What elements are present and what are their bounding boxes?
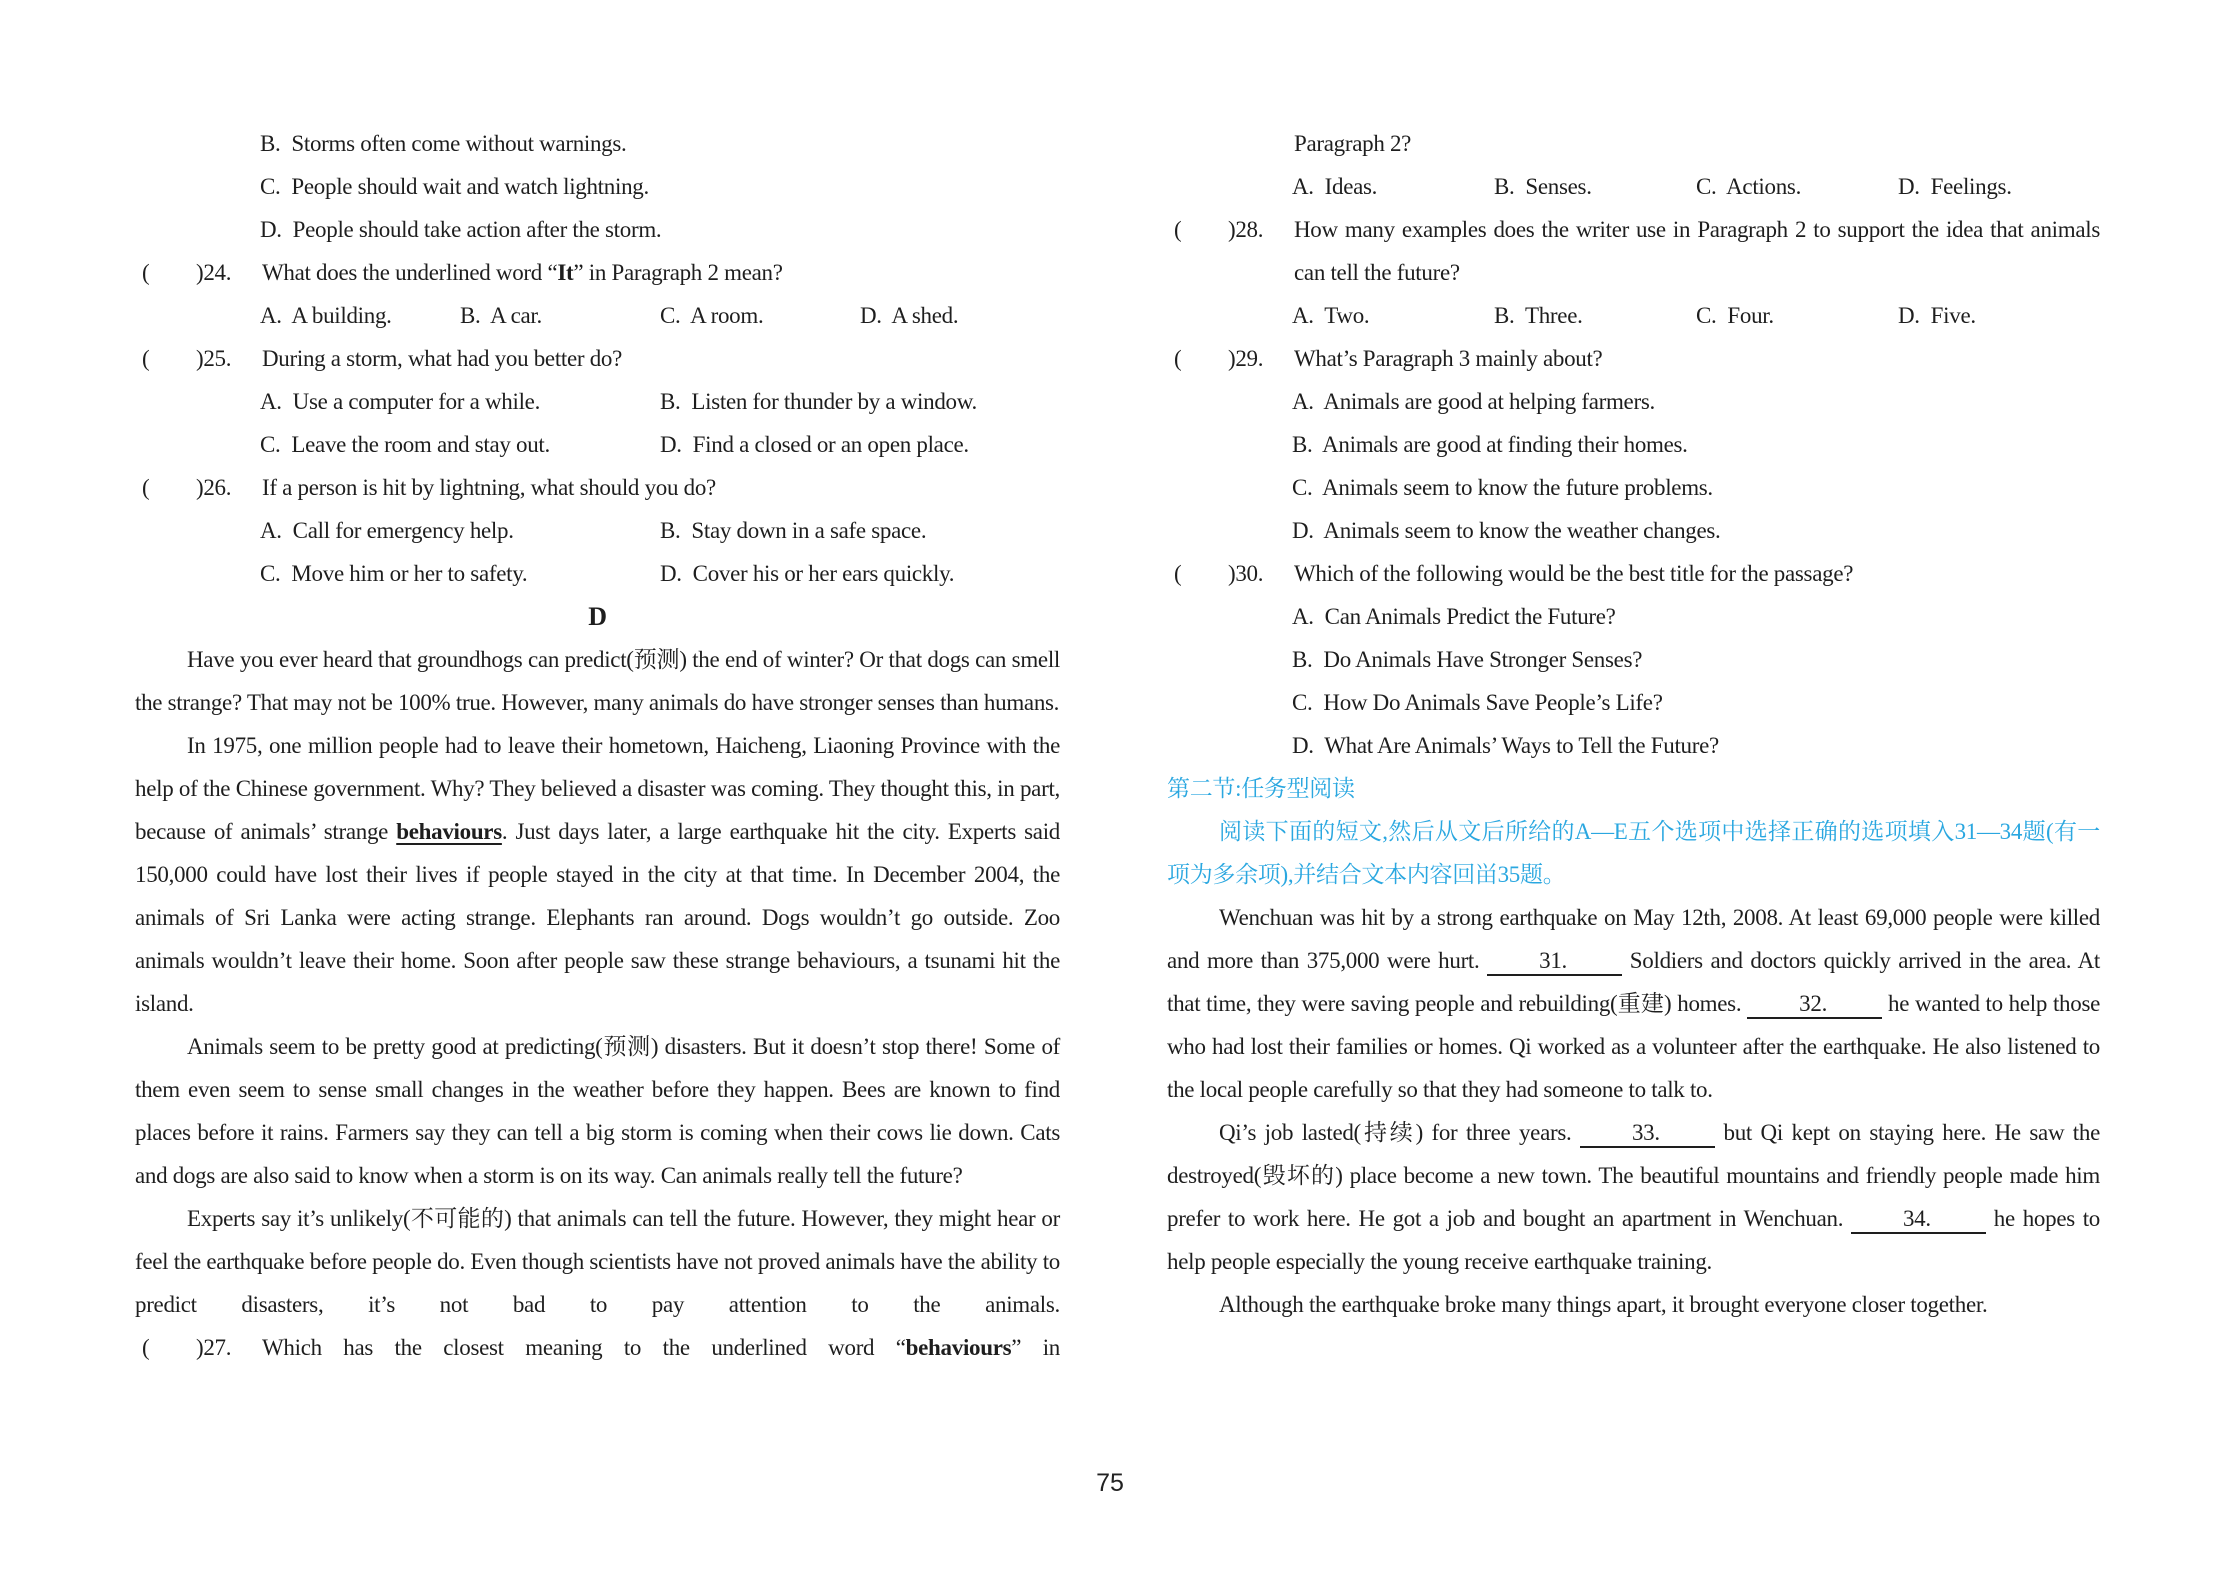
answer-bracket bbox=[1167, 337, 1294, 380]
option-item: C. How Do Animals Save People’s Life? bbox=[1292, 690, 1663, 715]
answer-blank: 32. bbox=[1747, 991, 1882, 1019]
question-text bbox=[262, 1326, 1060, 1369]
option-item: D. Cover his or her ears quickly. bbox=[660, 561, 955, 586]
answer-bracket-open: ( bbox=[142, 475, 150, 500]
question-text bbox=[1294, 208, 2100, 294]
text-run: 阅读下面的短文,然后从文后所给的A—E五个选项中选择正确的选项填入31—34题(有一项为多余项),并结合文本内容回畄35题。 bbox=[1167, 819, 2100, 887]
text-run: How many examples does the writer use in Paragraph 2 to support the idea that animals can tell the future? bbox=[1294, 217, 2100, 285]
question-28 bbox=[1167, 208, 2100, 294]
question-25 bbox=[135, 337, 1060, 380]
answer-bracket bbox=[1167, 208, 1294, 251]
answer-bracket bbox=[135, 337, 262, 380]
answer-bracket bbox=[1167, 552, 1294, 595]
question-text bbox=[262, 466, 1060, 509]
option-item: B. Three. bbox=[1494, 303, 1583, 328]
question-26 bbox=[135, 466, 1060, 509]
question-24 bbox=[135, 251, 1060, 294]
answer-bracket-open: ( bbox=[142, 260, 150, 285]
option-item: D. Find a closed or an open place. bbox=[660, 432, 969, 457]
option-item: A. A building. bbox=[260, 303, 392, 328]
left-column bbox=[135, 122, 1060, 1369]
question-number: )28. bbox=[1228, 217, 1264, 242]
options-q28 bbox=[1292, 294, 2100, 337]
text-run: Have you ever heard that groundhogs can predict(预测) the end of winter? Or that dogs can smell the strange? That may not be 100% true. However, many animals do have stronger senses than humans. bbox=[135, 647, 1060, 715]
text-run: Although the earthquake broke many things apart, it brought everyone closer together. bbox=[1219, 1292, 1988, 1317]
options-q29 bbox=[1167, 380, 2100, 552]
answer-blank: 31. bbox=[1487, 948, 1622, 976]
text-run: he wanted to help those who had lost their families or homes. Qi worked as a volunteer after the earthquake. He also listened to the local people carefully so that they had someone to talk to. bbox=[1167, 991, 2101, 1102]
emphasized-word: It bbox=[557, 260, 574, 285]
answer-bracket bbox=[135, 466, 262, 509]
text-run: Paragraph 2? bbox=[1294, 131, 1412, 156]
option-item: D. People should take action after the storm. bbox=[260, 217, 662, 242]
question-number: )30. bbox=[1228, 561, 1264, 586]
answer-bracket-open: ( bbox=[1174, 346, 1182, 371]
option-item: B. Listen for thunder by a window. bbox=[660, 389, 977, 414]
answer-bracket-open: ( bbox=[1174, 561, 1182, 586]
question-number: )29. bbox=[1228, 346, 1264, 371]
text-run: Animals seem to be pretty good at predicting(预测) disasters. But it doesn’t stop there! Some of them even seem to sense small changes in the weather before they happen. Bees are known to find places before it rains. Farmers say they can tell a big storm is coming when their cows lie down. Cats and dogs are also said to know when a storm is on its way. Can animals really tell the future? bbox=[135, 1034, 1060, 1188]
question-number: )25. bbox=[196, 346, 232, 371]
passage-d-paragraph-3 bbox=[135, 1025, 1060, 1197]
option-item: A. Can Animals Predict the Future? bbox=[1292, 604, 1616, 629]
wenchuan-paragraph-1 bbox=[1167, 896, 2100, 1111]
passage-d-paragraph-4 bbox=[135, 1197, 1060, 1326]
option-item: A. Call for emergency help. bbox=[260, 518, 514, 543]
question-number: )26. bbox=[196, 475, 232, 500]
options-q27 bbox=[1292, 165, 2100, 208]
text-run: Wenchuan was hit by a strong earthquake on May 12th, 2008. At least 69,000 people were killed and more than 375,000 were hurt. bbox=[1167, 905, 2100, 973]
text-run: . Just days later, a large earthquake hit the city. Experts said 150,000 could have lost their lives if people stayed in the city at that time. In December 2004, the animals of Sri Lanka were acting strange. Elephants ran around. Dogs wouldn’t go outside. Zoo animals wouldn’t leave their home. Soon after people saw these strange behaviours, a tsunami hit the island. bbox=[135, 819, 1061, 1016]
emphasized-word: behaviours bbox=[905, 1335, 1012, 1360]
answer-blank: 33. bbox=[1580, 1120, 1715, 1148]
text-run: In 1975, one million people had to leave their hometown, Haicheng, Liaoning Province with the help of the Chinese government. Why? They believed a disaster was coming. They thought this, in part, because of animals’ strange bbox=[135, 733, 1060, 844]
answer-bracket bbox=[135, 1326, 262, 1369]
text-run: During a storm, what had you better do? bbox=[262, 346, 623, 371]
option-item: B. Storms often come without warnings. bbox=[260, 131, 627, 156]
section-2-instructions bbox=[1167, 810, 2100, 896]
options-q25 bbox=[260, 380, 1060, 466]
answer-bracket-open: ( bbox=[142, 1335, 150, 1360]
text-run: Experts say it’s unlikely(不可能的) that animals can tell the future. However, they might hear or feel the earthquake before people do. Even though scientists have not proved animals have the ability to predict disasters, it’s not bad to pay attention to the animals. bbox=[135, 1206, 1060, 1317]
option-item: D. Five. bbox=[1898, 303, 1976, 328]
option-item: C. People should wait and watch lightning. bbox=[260, 174, 649, 199]
option-item: C. Actions. bbox=[1696, 174, 1802, 199]
text-run: but Qi kept on staying here. He saw the destroyed(毁坏的) place become a new town. The beautiful mountains and friendly people made him prefer to work here. He got a job and bought an apartment in Wenchuan. bbox=[1167, 1120, 2100, 1231]
question-number: )27. bbox=[196, 1335, 232, 1360]
option-item: B. Senses. bbox=[1494, 174, 1592, 199]
option-item: B. Animals are good at finding their homes. bbox=[1292, 432, 1688, 457]
option-item: D. What Are Animals’ Ways to Tell the Future? bbox=[1292, 733, 1719, 758]
options-q26 bbox=[260, 509, 1060, 595]
question-text bbox=[1294, 552, 2100, 595]
option-item: D. Feelings. bbox=[1898, 174, 2012, 199]
option-item: B. A car. bbox=[460, 303, 542, 328]
passage-d-paragraph-1 bbox=[135, 638, 1060, 724]
option-item: C. Four. bbox=[1696, 303, 1774, 328]
right-column bbox=[1167, 122, 2100, 1326]
answer-bracket bbox=[135, 251, 262, 294]
text-run: What does the underlined word “ bbox=[262, 260, 558, 285]
answer-bracket-open: ( bbox=[142, 346, 150, 371]
option-item: A. Use a computer for a while. bbox=[260, 389, 541, 414]
text-run: Soldiers and doctors quickly arrived in the area. At that time, they were saving people and rebuilding(重建) homes. bbox=[1167, 948, 2101, 1016]
option-item: B. Do Animals Have Stronger Senses? bbox=[1292, 647, 1643, 672]
options-q30 bbox=[1167, 595, 2100, 767]
answer-blank: 34. bbox=[1851, 1206, 1986, 1234]
question-27-continuation bbox=[1294, 122, 2100, 165]
option-item: C. A room. bbox=[660, 303, 764, 328]
text-run: If a person is hit by lightning, what should you do? bbox=[262, 475, 716, 500]
option-item: A. Two. bbox=[1292, 303, 1370, 328]
options-q24 bbox=[260, 294, 1060, 337]
passage-d-heading: D bbox=[588, 602, 607, 631]
option-item: B. Stay down in a safe space. bbox=[660, 518, 927, 543]
emphasized-word: behaviours bbox=[396, 819, 502, 844]
text-run: ” in bbox=[1011, 1335, 1060, 1360]
question-27 bbox=[135, 1326, 1060, 1369]
option-item: C. Leave the room and stay out. bbox=[260, 432, 550, 457]
text-run: Which of the following would be the best title for the passage? bbox=[1294, 561, 1854, 586]
text-run: he hopes to help people especially the young receive earthquake training. bbox=[1167, 1206, 2100, 1274]
options-continued bbox=[135, 122, 1060, 251]
page-number: 75 bbox=[1096, 1469, 1124, 1497]
option-item: A. Ideas. bbox=[1292, 174, 1378, 199]
answer-bracket-open: ( bbox=[1174, 217, 1182, 242]
text-run: Qi’s job lasted(持续) for three years. bbox=[1219, 1120, 1580, 1145]
question-number: )24. bbox=[196, 260, 232, 285]
question-29 bbox=[1167, 337, 2100, 380]
option-item: A. Animals are good at helping farmers. bbox=[1292, 389, 1655, 414]
section-2-title: 第二节:任务型阅读 bbox=[1167, 776, 1355, 801]
option-item: D. A shed. bbox=[860, 303, 959, 328]
passage-d-paragraph-2 bbox=[135, 724, 1060, 1025]
text-run: ” in Paragraph 2 mean? bbox=[573, 260, 783, 285]
text-run: What’s Paragraph 3 mainly about? bbox=[1294, 346, 1603, 371]
question-text bbox=[1294, 337, 2100, 380]
question-text bbox=[262, 251, 1060, 294]
text-run: Which has the closest meaning to the underlined word “ bbox=[262, 1335, 906, 1360]
option-item: D. Animals seem to know the weather changes. bbox=[1292, 518, 1721, 543]
wenchuan-paragraph-3 bbox=[1167, 1283, 2100, 1326]
question-text bbox=[262, 337, 1060, 380]
wenchuan-paragraph-2 bbox=[1167, 1111, 2100, 1283]
option-item: C. Move him or her to safety. bbox=[260, 561, 528, 586]
option-item: C. Animals seem to know the future problems. bbox=[1292, 475, 1713, 500]
question-30 bbox=[1167, 552, 2100, 595]
